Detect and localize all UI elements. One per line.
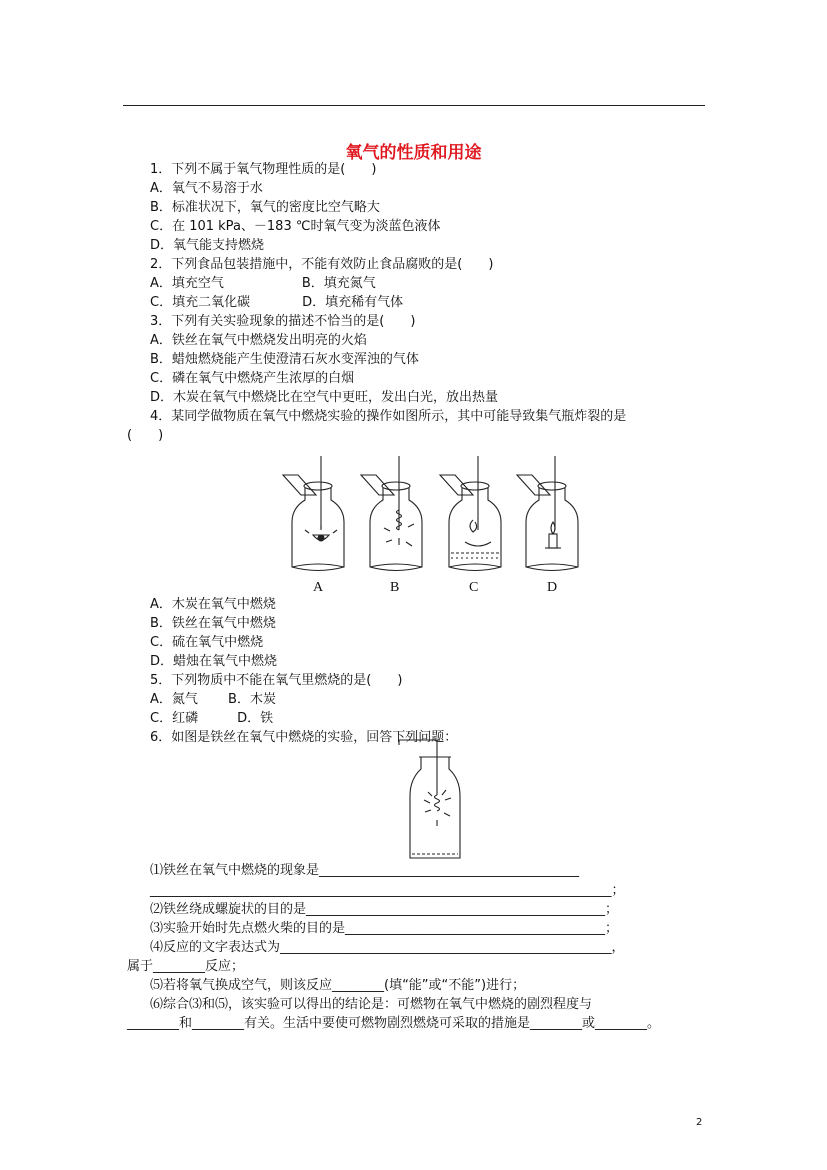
option-4b: B．铁丝在氧气中燃烧 bbox=[150, 616, 276, 631]
options-2cd: C．填充二氧化碳 D．填充稀有气体 bbox=[150, 295, 404, 310]
question-6-1-cont: _______________________________________________________________________； bbox=[150, 883, 625, 898]
option-1b: B．标准状况下，氧气的密度比空气略大 bbox=[150, 200, 380, 215]
jar-c bbox=[440, 456, 501, 571]
question-6-6-cont: ________和________有关。生活中要使可燃物剧烈燃烧可采取的措施是________或________。 bbox=[127, 1016, 661, 1031]
jar-d bbox=[517, 456, 578, 571]
question-6-4: ⑷反应的文字表达式为___________________________________________________， bbox=[150, 940, 625, 955]
header-rule bbox=[123, 105, 705, 106]
option-1a: A．氧气不易溶于水 bbox=[150, 181, 263, 196]
question-6-2: ⑵铁丝绕成螺旋状的目的是______________________________________________； bbox=[150, 902, 619, 917]
option-3b: B．蜡烛燃烧能产生使澄清石灰水变浑浊的气体 bbox=[150, 352, 419, 367]
question-2: 2．下列食品包装措施中，不能有效防止食品腐败的是( ) bbox=[150, 257, 494, 272]
option-1d: D．氧气能支持燃烧 bbox=[150, 238, 265, 253]
question-1: 1．下列不属于氧气物理性质的是( ) bbox=[150, 162, 377, 177]
option-4c: C．硫在氧气中燃烧 bbox=[150, 635, 264, 650]
question-6-4-cont: 属于________反应； bbox=[127, 959, 245, 974]
question-6: 6．如图是铁丝在氧气中燃烧的实验，回答下列问题： bbox=[150, 730, 458, 745]
option-3a: A．铁丝在氧气中燃烧发出明亮的火焰 bbox=[150, 333, 367, 348]
page-title: 氧气的性质和用途 bbox=[345, 143, 482, 163]
options-2ab: A．填充空气 B．填充氮气 bbox=[150, 276, 376, 291]
figure-label-d: D bbox=[547, 580, 558, 595]
page-number: 2 bbox=[696, 1117, 703, 1128]
question-6-1: ⑴铁丝在氧气中燃烧的现象是________________________________________ bbox=[150, 863, 580, 878]
question-6-5: ⑸若将氧气换成空气，则该反应________(填“能”或“不能”)进行； bbox=[150, 978, 526, 993]
option-4a: A．木炭在氧气中燃烧 bbox=[150, 597, 276, 612]
question-4: 4．某同学做物质在氧气中燃烧实验的操作如图所示，其中可能导致集气瓶炸裂的是 bbox=[150, 409, 627, 424]
question-3: 3．下列有关实验现象的描述不恰当的是( ) bbox=[150, 314, 416, 329]
figure-label-b: B bbox=[390, 580, 400, 595]
question-5: 5．下列物质中不能在氧气里燃烧的是( ) bbox=[150, 673, 403, 688]
option-3d: D．木炭在氧气中燃烧比在空气中更旺，发出白光，放出热量 bbox=[150, 390, 499, 405]
option-1c: C．在 101 kPa、－183 ℃时氧气变为淡蓝色液体 bbox=[150, 219, 441, 234]
jar-a bbox=[283, 456, 344, 571]
figure-label-a: A bbox=[313, 580, 324, 595]
options-5cd: C．红磷 D．铁 bbox=[150, 711, 274, 726]
question-4-bracket: ( ) bbox=[127, 428, 164, 443]
options-5ab: A．氮气 B．木炭 bbox=[150, 692, 276, 707]
question-6-6: ⑹综合⑶和⑸，该实验可以得出的结论是：可燃物在氧气中燃烧的剧烈程度与 bbox=[150, 997, 593, 1012]
jar-b bbox=[361, 456, 422, 571]
option-4d: D．蜡烛在氧气中燃烧 bbox=[150, 654, 278, 669]
figure-label-c: C bbox=[469, 580, 479, 595]
option-3c: C．磷在氧气中燃烧产生浓厚的白烟 bbox=[150, 371, 355, 386]
question-6-3: ⑶实验开始时先点燃火柴的目的是________________________________________； bbox=[150, 921, 619, 936]
